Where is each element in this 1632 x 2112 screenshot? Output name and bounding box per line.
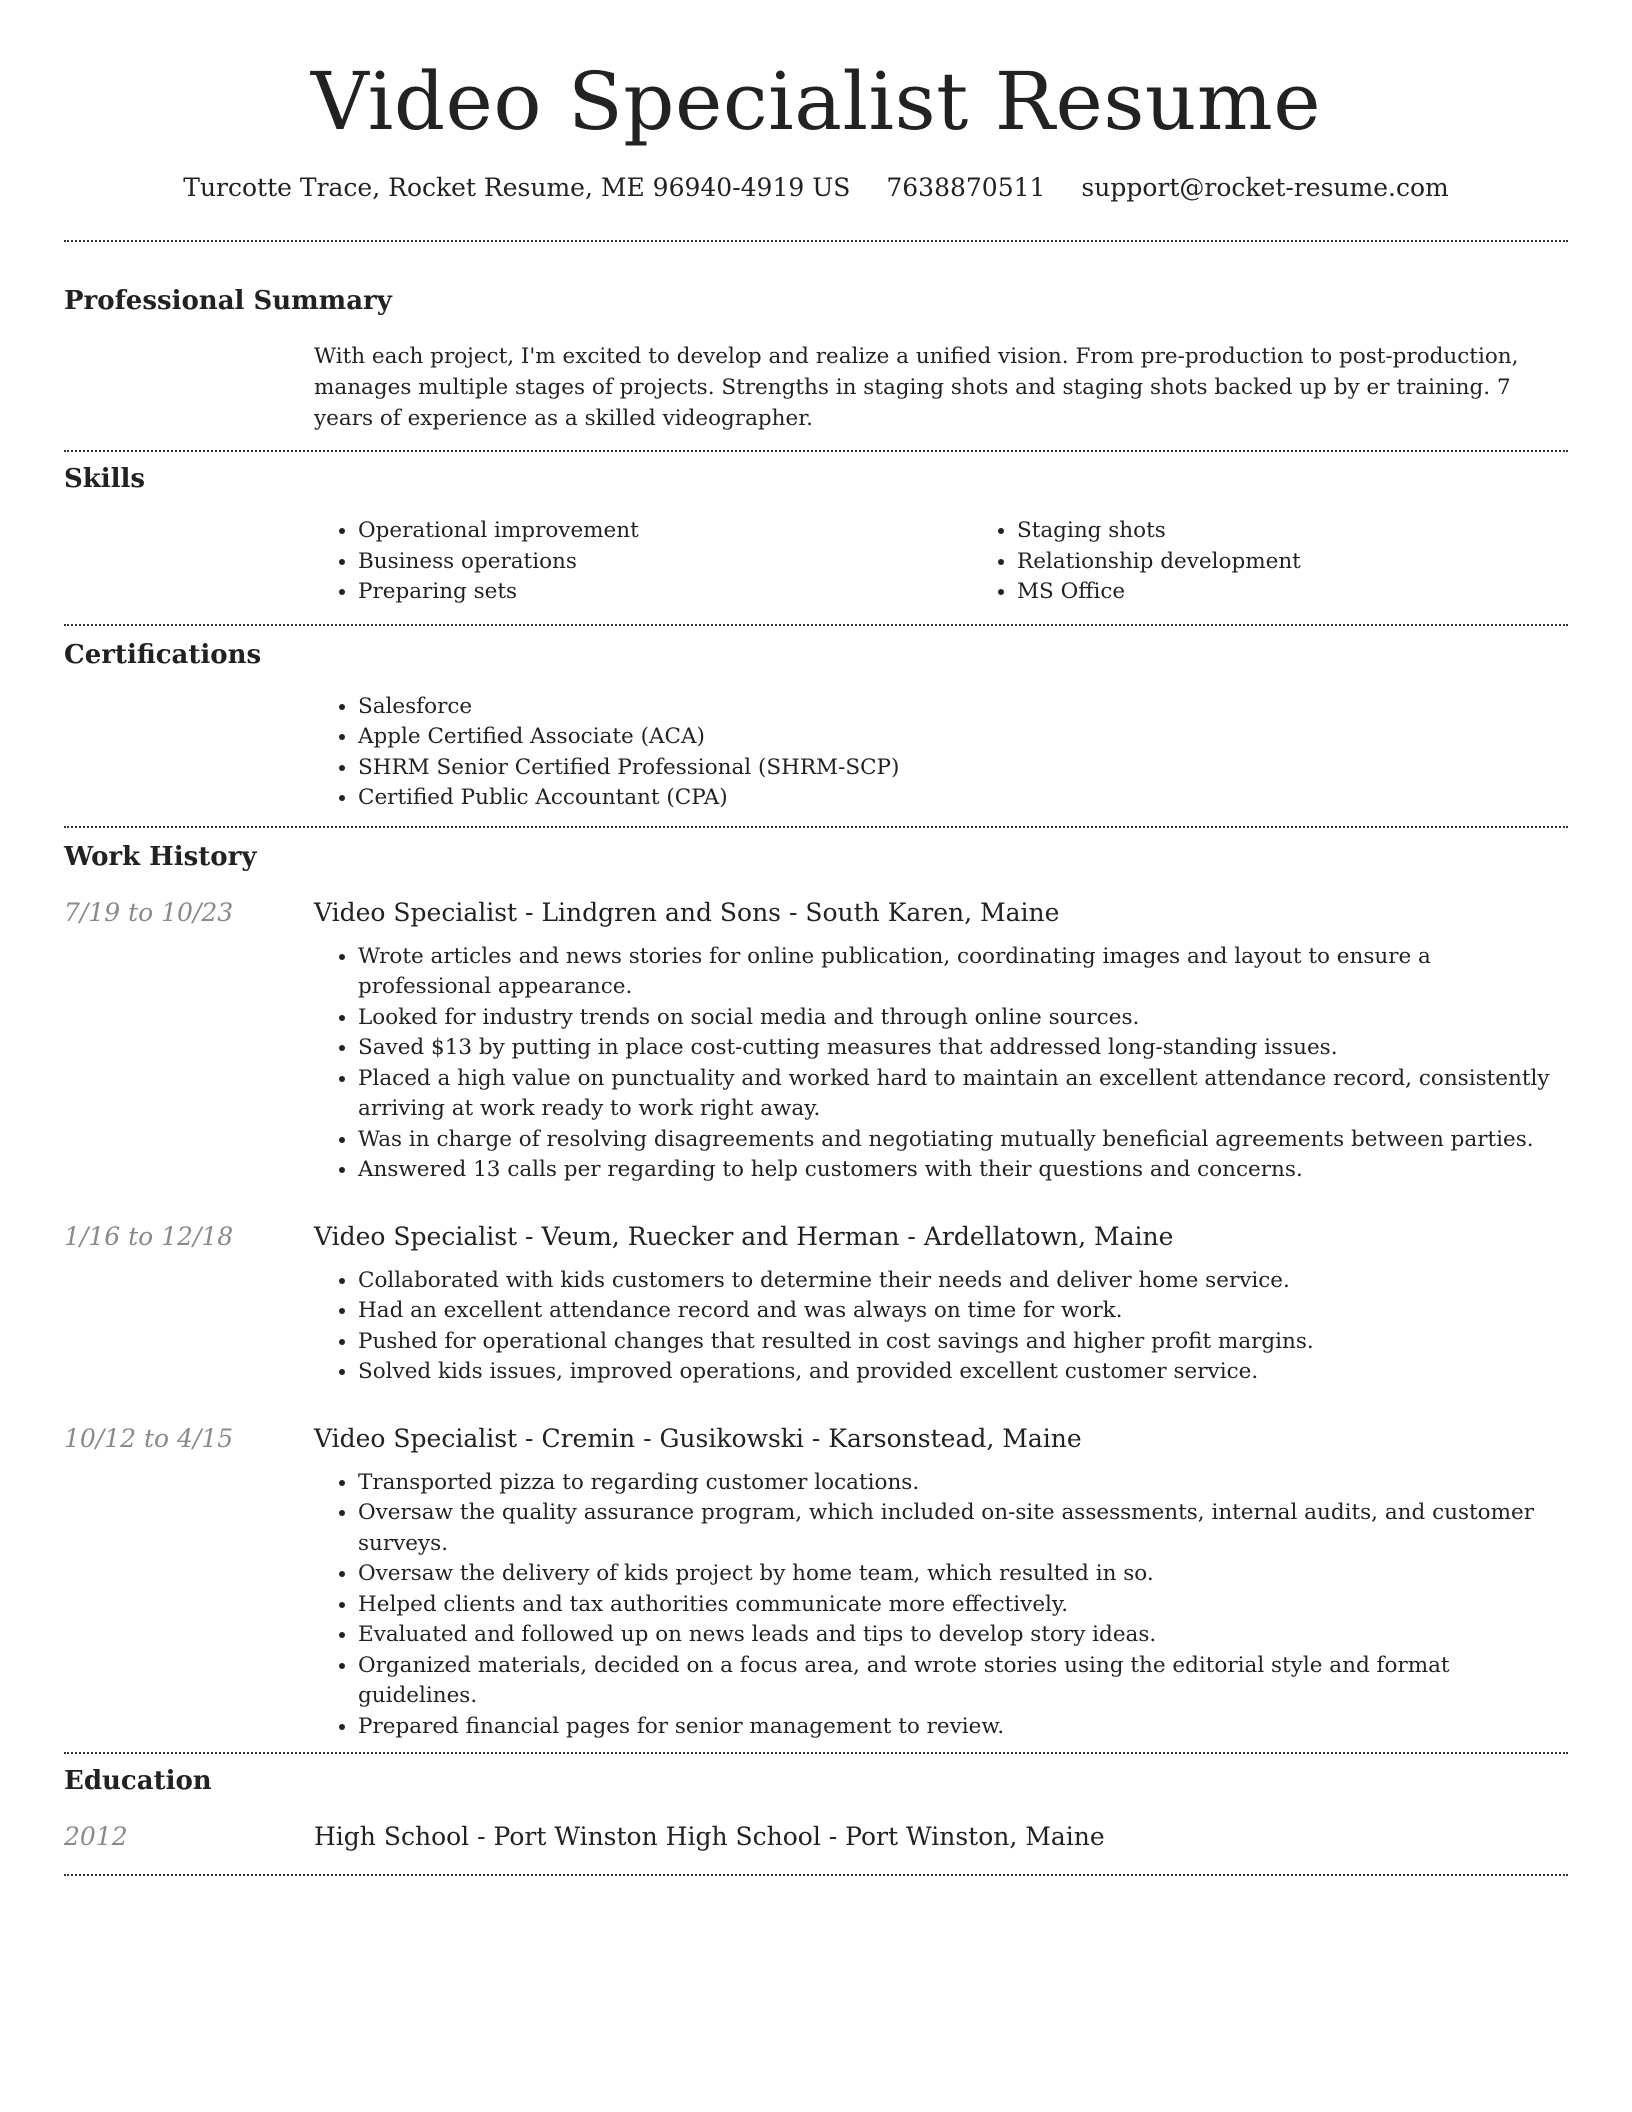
education-entry bbox=[64, 1820, 1568, 1854]
job-bullet: • Helped clients and tax authorities communicate more effectively. bbox=[358, 1590, 1568, 1621]
job-entry bbox=[64, 896, 1568, 1186]
job-bullet: • Wrote articles and news stories for online publication, coordinating images and layout to ensure a professional appearance. bbox=[358, 942, 1568, 1003]
section-divider bbox=[64, 826, 1568, 828]
job-bullet: • Was in charge of resolving disagreements and negotiating mutually beneficial agreements between parties. bbox=[358, 1125, 1568, 1156]
address-text: Turcotte Trace, Rocket Resume, ME 96940-4919 US bbox=[183, 173, 851, 202]
certification-item: • Certified Public Accountant (CPA) bbox=[358, 783, 1568, 814]
skill-item: • Relationship development bbox=[1017, 547, 1632, 578]
job-bullet: • Saved $13 by putting in place cost-cutting measures that addressed long-standing issues. bbox=[358, 1033, 1568, 1064]
email-link[interactable]: support@rocket-resume.com bbox=[1081, 173, 1449, 202]
job-bullet: • Answered 13 calls per regarding to help customers with their questions and concerns. bbox=[358, 1155, 1568, 1186]
job-bullet: • Transported pizza to regarding customer locations. bbox=[358, 1468, 1568, 1499]
skill-item: • Staging shots bbox=[1017, 516, 1632, 547]
job-bullets bbox=[314, 1468, 1568, 1743]
skills-heading: Skills bbox=[64, 464, 146, 494]
education-heading: Education bbox=[64, 1766, 212, 1796]
section-divider bbox=[64, 450, 1568, 452]
skill-item: • Business operations bbox=[358, 547, 973, 578]
section-divider bbox=[64, 1752, 1568, 1754]
resume-page bbox=[64, 0, 1568, 1876]
skill-item: • MS Office bbox=[1017, 577, 1632, 608]
job-bullet: • Collaborated with kids customers to determine their needs and deliver home service. bbox=[358, 1266, 1568, 1297]
job-entry bbox=[64, 1422, 1568, 1743]
resume-title: Video Specialist Resume bbox=[310, 55, 1322, 148]
education-year: 2012 bbox=[64, 1822, 128, 1851]
job-dates: 10/12 to 4/15 bbox=[64, 1423, 234, 1453]
skill-item: • Preparing sets bbox=[358, 577, 973, 608]
job-title: Video Specialist - Cremin - Gusikowski - Karsonstead, Maine bbox=[314, 1423, 1082, 1453]
section-divider bbox=[64, 624, 1568, 626]
section-divider bbox=[64, 1874, 1568, 1876]
job-entry bbox=[64, 1220, 1568, 1388]
skills-list bbox=[314, 516, 1632, 608]
job-dates: 7/19 to 10/23 bbox=[64, 897, 234, 927]
job-bullet: • Placed a high value on punctuality and worked hard to maintain an excellent attendance record, consistently arriving at work ready to work right away. bbox=[358, 1064, 1568, 1125]
job-bullet: • Organized materials, decided on a focus area, and wrote stories using the editorial style and format guidelines. bbox=[358, 1651, 1568, 1712]
summary-text: With each project, I'm excited to develop and realize a unified vision. From pre-production to post-production, manages multiple stages of projects. Strengths in staging shots and staging shots backed up by er training. 7 years of experience as a skilled videographer. bbox=[314, 344, 1519, 431]
job-bullet: • Evaluated and followed up on news leads and tips to develop story ideas. bbox=[358, 1620, 1568, 1651]
job-bullet: • Solved kids issues, improved operations, and provided excellent customer service. bbox=[358, 1357, 1568, 1388]
job-bullet: • Had an excellent attendance record and was always on time for work. bbox=[358, 1296, 1568, 1327]
job-bullet: • Looked for industry trends on social media and through online sources. bbox=[358, 1003, 1568, 1034]
job-title: Video Specialist - Lindgren and Sons - South Karen, Maine bbox=[314, 897, 1060, 927]
job-bullet: • Oversaw the quality assurance program, which included on-site assessments, internal audits, and customer surveys. bbox=[358, 1498, 1568, 1559]
job-bullet: • Oversaw the delivery of kids project by home team, which resulted in so. bbox=[358, 1559, 1568, 1590]
certification-item: • Apple Certified Associate (ACA) bbox=[358, 722, 1568, 753]
job-bullet: • Prepared financial pages for senior management to review. bbox=[358, 1712, 1568, 1743]
job-bullets bbox=[314, 942, 1568, 1186]
job-bullet: • Pushed for operational changes that resulted in cost savings and higher profit margins. bbox=[358, 1327, 1568, 1358]
certification-item: • SHRM Senior Certified Professional (SHRM-SCP) bbox=[358, 753, 1568, 784]
job-dates: 1/16 to 12/18 bbox=[64, 1221, 234, 1251]
phone-text: 7638870511 bbox=[886, 173, 1046, 202]
section-divider bbox=[64, 240, 1568, 242]
job-bullets bbox=[314, 1266, 1568, 1388]
certification-item: • Salesforce bbox=[358, 692, 1568, 723]
skill-item: • Operational improvement bbox=[358, 516, 973, 547]
work-history-heading: Work History bbox=[64, 841, 257, 872]
education-title: High School - Port Winston High School - Port Winston, Maine bbox=[314, 1822, 1105, 1851]
contact-line bbox=[64, 170, 1568, 206]
certifications-list bbox=[314, 692, 1568, 814]
job-title: Video Specialist - Veum, Ruecker and Herman - Ardellatown, Maine bbox=[314, 1221, 1174, 1251]
certifications-heading: Certifications bbox=[64, 639, 262, 670]
summary-heading: Professional Summary bbox=[64, 286, 392, 316]
